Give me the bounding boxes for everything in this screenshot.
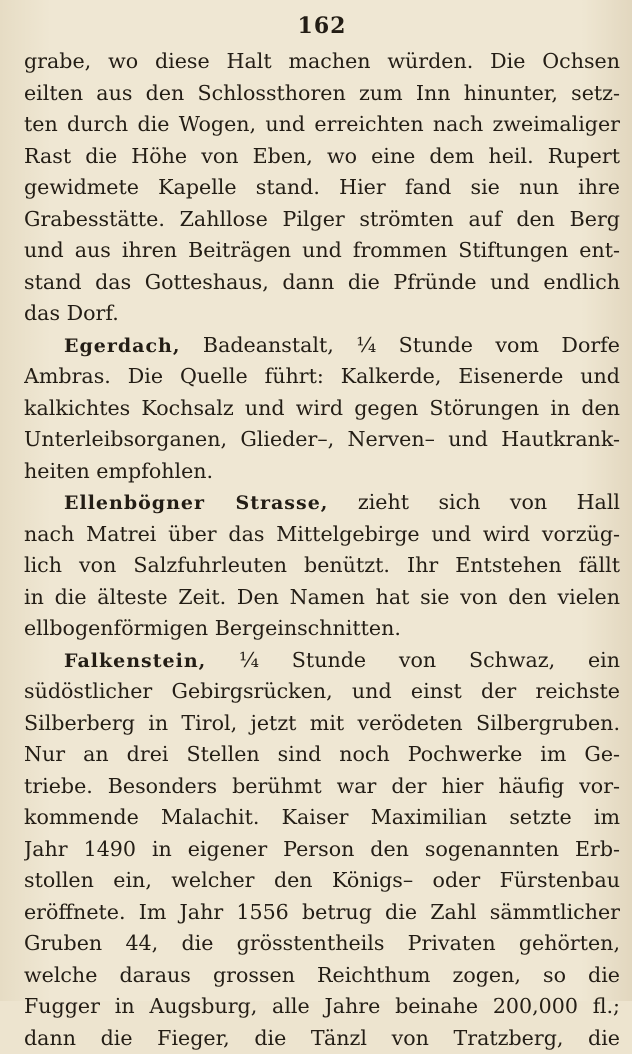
- text-line: stand das Gotteshaus, dann die Pfründe und endlich: [24, 267, 620, 299]
- text-line: gewidmete Kapelle stand. Hier fand sie nun ihre: [24, 172, 620, 204]
- text-line: in die älteste Zeit. Den Namen hat sie von den vielen: [24, 582, 620, 614]
- entry-term: Ellenbögner Strasse,: [64, 492, 328, 514]
- entry-text: ¼ Stunde von Schwaz, ein: [206, 648, 620, 672]
- text-line: heiten empfohlen.: [24, 456, 620, 488]
- text-line: Ambras. Die Quelle führt: Kalkerde, Eisenerde und: [24, 361, 620, 393]
- text-line: eilten aus den Schlossthoren zum Inn hinunter, setz-: [24, 78, 620, 110]
- body-text: [24, 46, 620, 1054]
- text-line: welche daraus grossen Reichthum zogen, so die: [24, 960, 620, 992]
- text-line: ellbogenförmigen Bergeinschnitten.: [24, 613, 620, 645]
- text-line: lich von Salzfuhrleuten benützt. Ihr Entstehen fällt: [24, 550, 620, 582]
- text-line: eröffnete. Im Jahr 1556 betrug die Zahl sämmtlicher: [24, 897, 620, 929]
- text-line: nach Matrei über das Mittelgebirge und wird vorzüg-: [24, 519, 620, 551]
- entry-term: Falkenstein,: [64, 650, 206, 672]
- entry-first-line: [24, 330, 620, 362]
- text-line: triebe. Besonders berühmt war der hier häufig vor-: [24, 771, 620, 803]
- text-line: grabe, wo diese Halt machen würden. Die Ochsen: [24, 46, 620, 78]
- text-line: das Dorf.: [24, 298, 620, 330]
- text-line: Gruben 44, die grösstentheils Privaten gehörten,: [24, 928, 620, 960]
- text-line: und aus ihren Beiträgen und frommen Stiftungen ent-: [24, 235, 620, 267]
- entry-term: Egerdach,: [64, 335, 180, 357]
- text-line: Grabesstätte. Zahllose Pilger strömten auf den Berg: [24, 204, 620, 236]
- text-line: Jahr 1490 in eigener Person den sogenannten Erb-: [24, 834, 620, 866]
- text-line: kommende Malachit. Kaiser Maximilian setzte im: [24, 802, 620, 834]
- text-line: Rast die Höhe von Eben, wo eine dem heil. Rupert: [24, 141, 620, 173]
- entry-text: Badeanstalt, ¼ Stunde vom Dorfe: [180, 333, 620, 357]
- text-line: Nur an drei Stellen sind noch Pochwerke im Ge-: [24, 739, 620, 771]
- text-line: Fugger in Augsburg, alle Jahre beinahe 200,000 fl.;: [24, 991, 620, 1023]
- text-line: Unterleibsorganen, Glieder–, Nerven– und Hautkrank-: [24, 424, 620, 456]
- text-line: Silberberg in Tirol, jetzt mit verödeten Silbergruben.: [24, 708, 620, 740]
- page-number: 162: [24, 6, 620, 46]
- text-line: ten durch die Wogen, und erreichten nach zweimaliger: [24, 109, 620, 141]
- entry-first-line: [24, 487, 620, 519]
- text-line: dann die Fieger, die Tänzl von Tratzberg, die: [24, 1023, 620, 1054]
- text-line: kalkichtes Kochsalz und wird gegen Störungen in den: [24, 393, 620, 425]
- entry-text: zieht sich von Hall: [328, 490, 620, 514]
- text-line: südöstlicher Gebirgsrücken, und einst der reichste: [24, 676, 620, 708]
- text-line: stollen ein, welcher den Königs– oder Fürstenbau: [24, 865, 620, 897]
- entry-first-line: [24, 645, 620, 677]
